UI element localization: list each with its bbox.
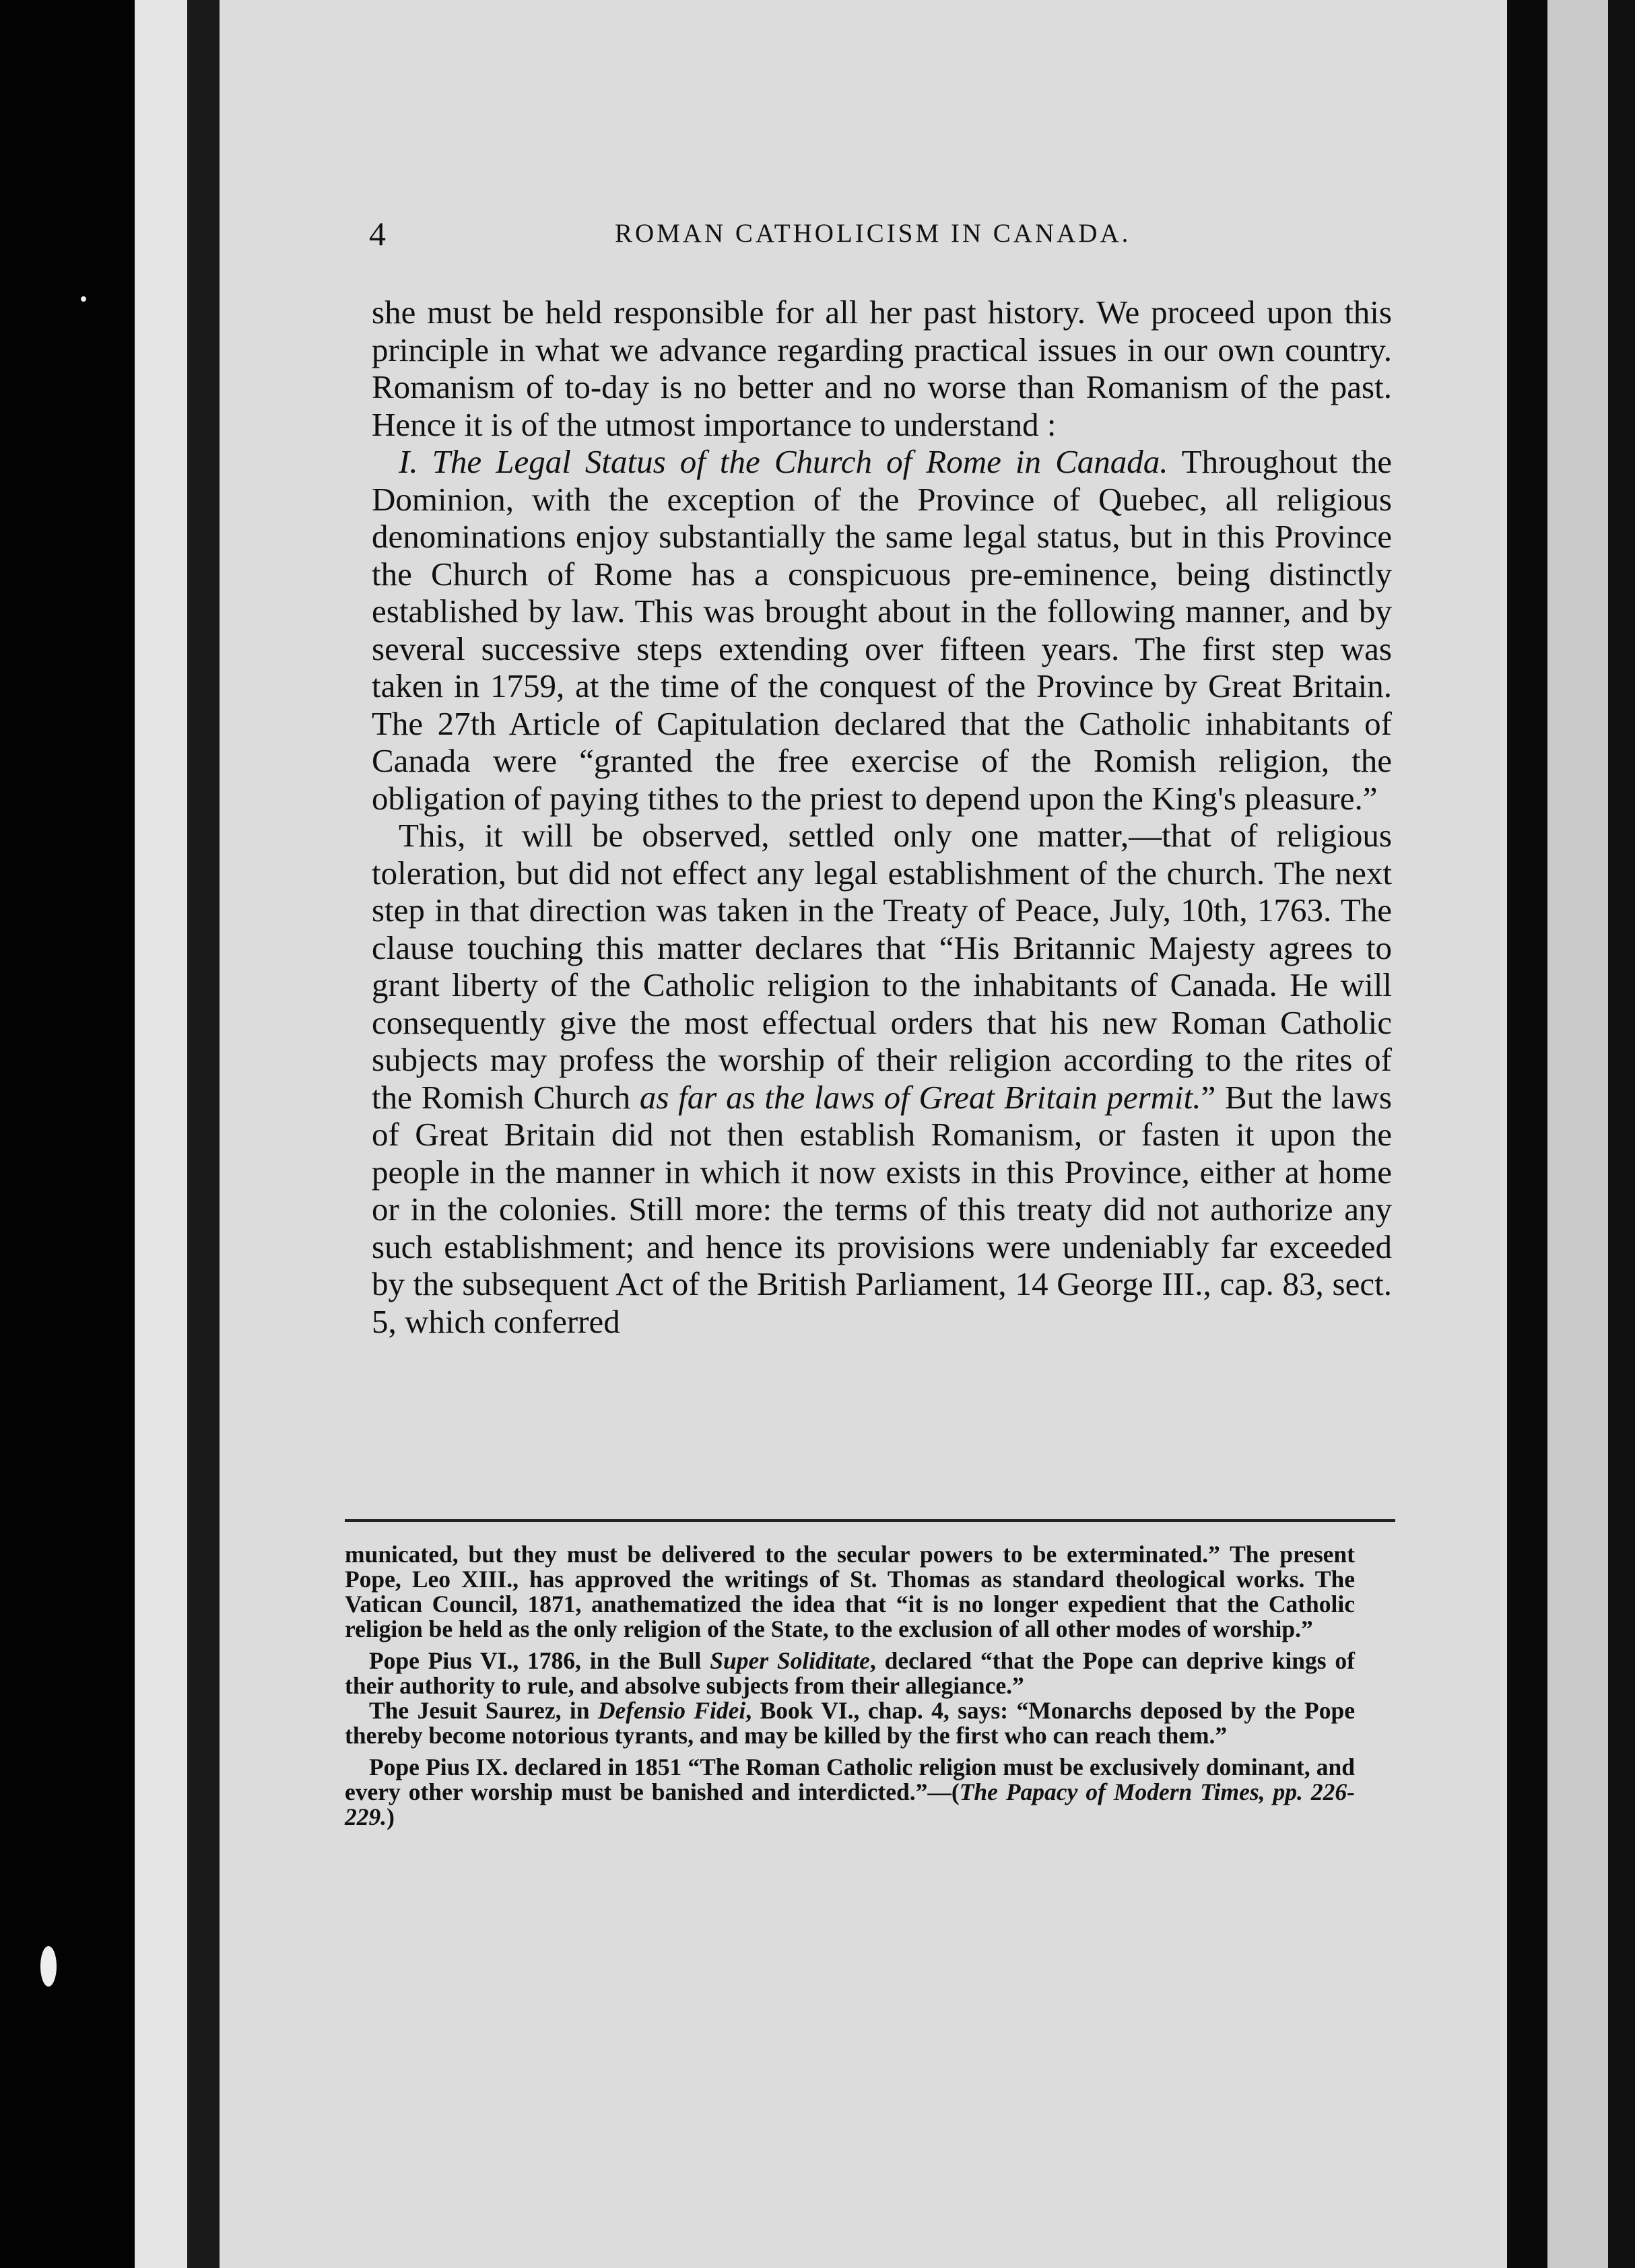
running-head — [369, 214, 1413, 261]
binding-shadow — [187, 0, 220, 2268]
paragraph-treaty-text-b: ” But the laws of Great Britain did not then establish Romanism, or fasten it upon the people in the manner in which it now exists in this Province, either at home or in the colonies. Still more: the terms of this treaty did not authorize any such establishment; and hence its provisions were undeniably far exceeded by the subsequent Act of the British Parliament, 14 George III., cap. 83, sect. 5, which conferred — [372, 1078, 1393, 1340]
footnote-source-title: The Papacy of Modern Times, pp. 226-229. — [345, 1778, 1356, 1830]
footnote-pius-ix-text-b: ) — [387, 1803, 395, 1830]
footnotes — [345, 1542, 1355, 1830]
footnote-pius-vi — [345, 1648, 1355, 1698]
footnote-saurez-text-b: , Book VI., chap. 4, says: “Monarchs deposed by the Pope thereby become notorious tyrants, and may be killed by the first who can reach them.” — [345, 1697, 1355, 1749]
footnote-continuation: municated, but they must be delivered to the secular powers to be exterminated.” The present Pope, Leo XIII., has approved the writings of St. Thomas as standard theological works. The Vatican Council, 1871, anathematized the idea that “it is no longer expedient that the Catholic religion be held as the only religion of the State, to the exclusion of all other modes of worship.” — [345, 1541, 1355, 1642]
footnote-pius-ix-text-a: Pope Pius IX. declared in 1851 “The Roman Catholic religion must be exclusively dominant, and every other worship must be banished and interdicted.”—( — [345, 1754, 1355, 1805]
running-title: ROMAN CATHOLICISM IN CANADA. — [615, 219, 1131, 248]
paragraph-legal-status — [372, 443, 1392, 817]
footnote-saurez — [345, 1698, 1355, 1748]
left-page-edge — [135, 0, 187, 2268]
paragraph-continuation: she must be held responsible for all her past history. We proceed upon this principle in what we advance regarding practical issues in our own country. Romanism of to-day is no better and no worse than Romanism of the past. Hence it is of the utmost importance to understand : — [372, 294, 1392, 443]
section-heading: I. The Legal Status of the Church of Rome in Canada. — [399, 443, 1168, 480]
footnote-pius-vi-text-b: , declared “that the Pope can deprive kings of their authority to rule, and absolve subjects from their allegiance.” — [345, 1647, 1355, 1699]
footnote-pius-ix — [345, 1755, 1355, 1830]
paragraph-treaty — [372, 817, 1392, 1340]
footnote-saurez-text-a: The Jesuit Saurez, in — [369, 1697, 598, 1724]
page-number: 4 — [369, 215, 386, 253]
speck — [81, 296, 86, 302]
scan-border-right — [1608, 0, 1635, 2268]
footnote-rule — [345, 1519, 1395, 1522]
body-text — [372, 294, 1392, 1340]
speck — [40, 1946, 57, 1987]
footnote-bull-title: Super Soliditate — [710, 1647, 870, 1674]
footnote-pius-vi-text-a: Pope Pius VI., 1786, in the Bull — [369, 1647, 710, 1674]
paragraph-treaty-text-a: This, it will be observed, settled only one matter,—that of religious toleration, but did not effect any legal establishment of the church. The next step in that direction was taken in the Treaty of Peace, July, 10th, 1763. The clause touching this matter declares that “His Britannic Majesty agrees to grant liberty of the Catholic religion to the inhabitants of Canada. He will consequently give the most effectual orders that his new Roman Catholic subjects may profess the worship of their religion according to the rites of the Romish Church — [372, 817, 1392, 1116]
right-shadow — [1507, 0, 1547, 2268]
paragraph-legal-status-text: Throughout the Dominion, with the exception of the Province of Quebec, all religious denominations enjoy substantially the same legal status, but in this Province the Church of Rome has a conspicuous pre-eminence, being distinctly established by law. This was brought about in the following manner, and by several successive steps extending over fifteen years. The first step was taken in 1759, at the time of the conquest of the Province by Great Britain. The 27th Article of Capitulation declared that the Catholic inhabitants of Canada were “granted the free exercise of the Romish religion, the obligation of paying tithes to the priest to depend upon the King's pleasure.” — [372, 443, 1392, 817]
footnote-work-title: Defensio Fidei — [597, 1697, 746, 1724]
paragraph-treaty-italic: as far as the laws of Great Britain permit. — [639, 1078, 1201, 1116]
